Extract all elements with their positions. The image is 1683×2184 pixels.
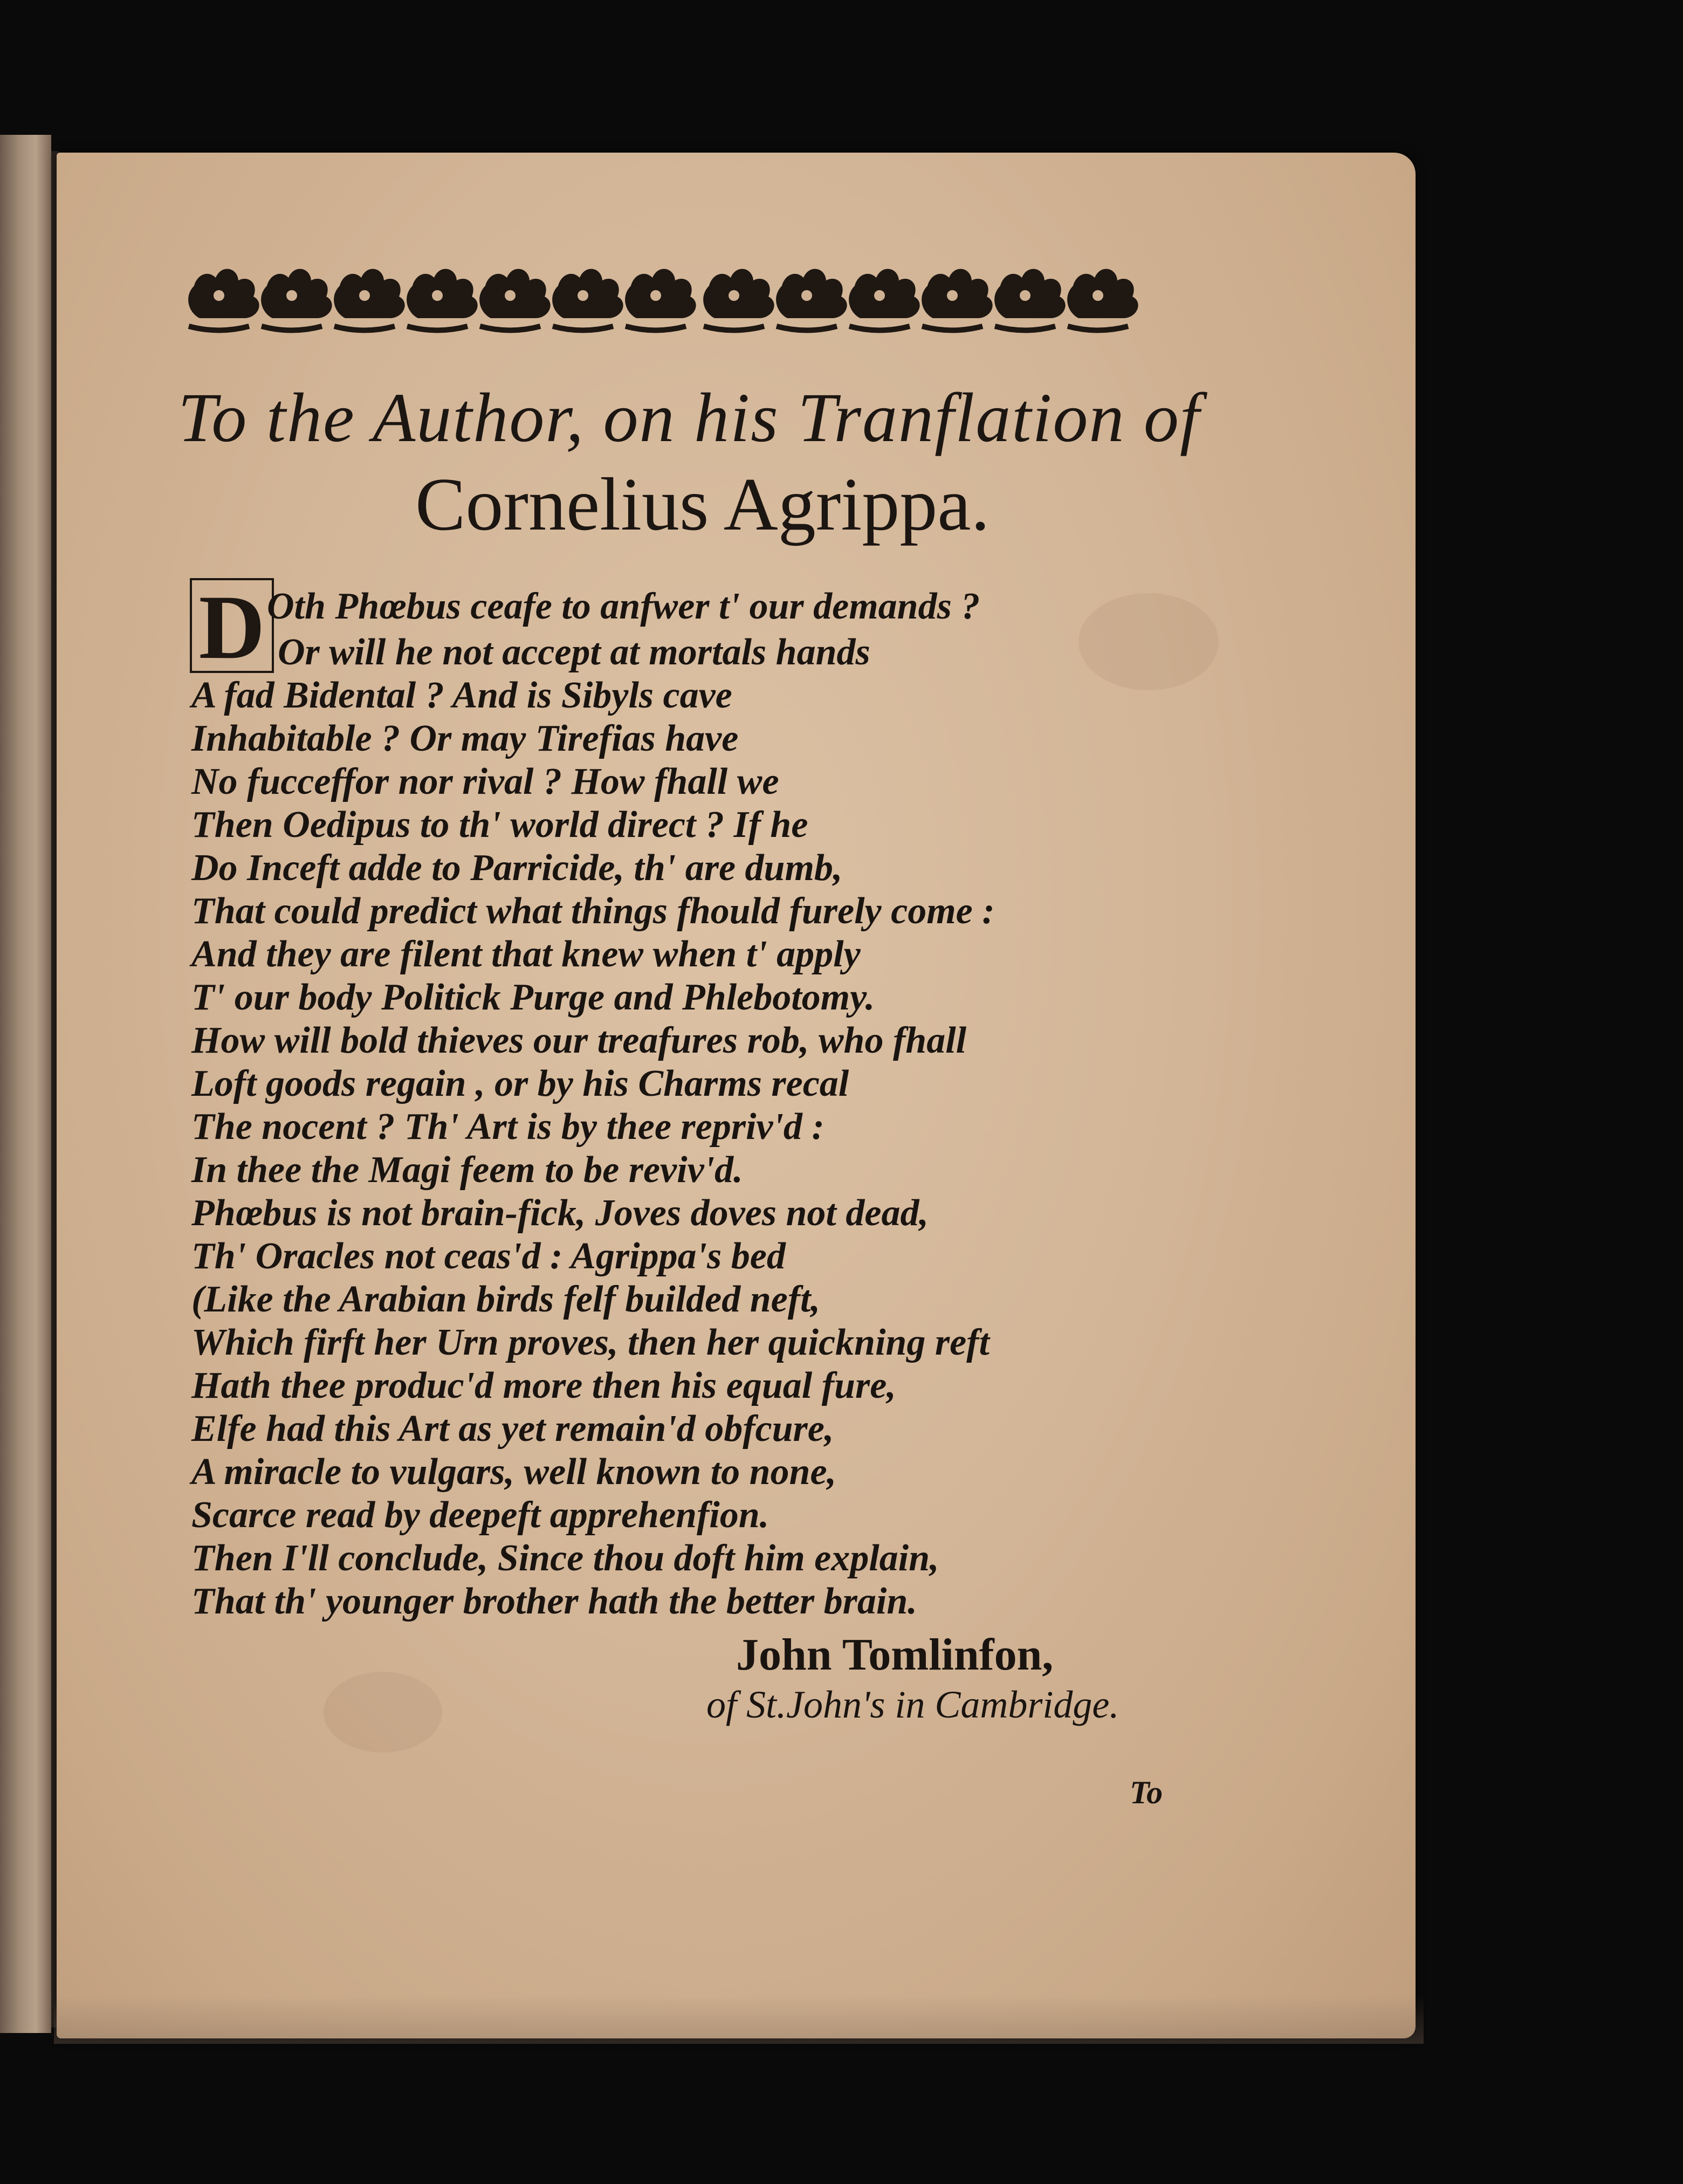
poem-line: Hath thee produc'd more then his equal fure,	[191, 1365, 896, 1406]
poem-line: (Like the Arabian birds felf builded neft,	[191, 1279, 820, 1320]
poem-line: T' our body Politick Purge and Phlebotomy.	[191, 977, 875, 1018]
poem-line: Th' Oracles not ceas'd : Agrippa's bed	[191, 1235, 786, 1277]
paper-stain	[1079, 593, 1219, 690]
poem-line: A miracle to vulgars, well known to none,	[191, 1451, 837, 1493]
poem-line: That th' younger brother hath the better brain.	[191, 1581, 917, 1622]
poem-line: How will bold thieves our treafures rob, who fhall	[191, 1020, 967, 1061]
page-subheading: Cornelius Agrippa.	[415, 463, 990, 546]
poem-line: Do Inceft adde to Parricide, th' are dumb,	[191, 847, 843, 889]
poem-line: Elfe had this Art as yet remain'd obfcure,	[191, 1408, 834, 1450]
poem-line: In thee the Magi feem to be reviv'd.	[191, 1149, 743, 1191]
signature-name: John Tomlinfon,	[736, 1630, 1054, 1680]
catchword: To	[1130, 1775, 1163, 1810]
poem-line: Then Oedipus to th' world direct ? If he	[191, 804, 808, 846]
poem-line: A fad Bidental ? And is Sibyls cave	[191, 675, 732, 716]
printers-ornament-band	[178, 253, 1165, 340]
poem-line: The nocent ? Th' Art is by thee repriv'd :	[191, 1106, 825, 1148]
poem-line: Which firft her Urn proves, then her quickning reft	[191, 1322, 990, 1363]
drop-cap-letter: D	[198, 577, 265, 674]
drop-cap	[189, 577, 275, 674]
poem-line: No fucceffor nor rival ? How fhall we	[191, 761, 779, 802]
poem-line: Or will he not accept at mortals hands	[278, 631, 870, 673]
paper-stain	[324, 1672, 442, 1753]
ornament-group-left	[188, 269, 696, 331]
signature-affiliation: of St.John's in Cambridge.	[706, 1683, 1119, 1726]
poem-line: That could predict what things fhould furely come :	[191, 890, 995, 932]
poem-line: Scarce read by deepeft apprehenfion.	[191, 1494, 770, 1536]
poem-line: Oth Phœbus ceafe to anfwer t' our demands ?	[267, 586, 980, 627]
page-heading: To the Author, on his Tranflation of	[178, 379, 1201, 457]
ornament-group-right	[703, 269, 1138, 331]
poem-line: Phœbus is not brain-fick, Joves doves not dead,	[191, 1192, 929, 1234]
adjacent-page-edge	[0, 135, 51, 2033]
page-bottom-shadow	[54, 1995, 1424, 2044]
poem-line: Loft goods regain , or by his Charms recal	[191, 1063, 849, 1104]
poem-line: Then I'll conclude, Since thou doft him explain,	[191, 1537, 939, 1579]
poem-line: And they are filent that knew when t' apply	[191, 933, 861, 975]
poem-line: Inhabitable ? Or may Tirefias have	[191, 718, 739, 759]
